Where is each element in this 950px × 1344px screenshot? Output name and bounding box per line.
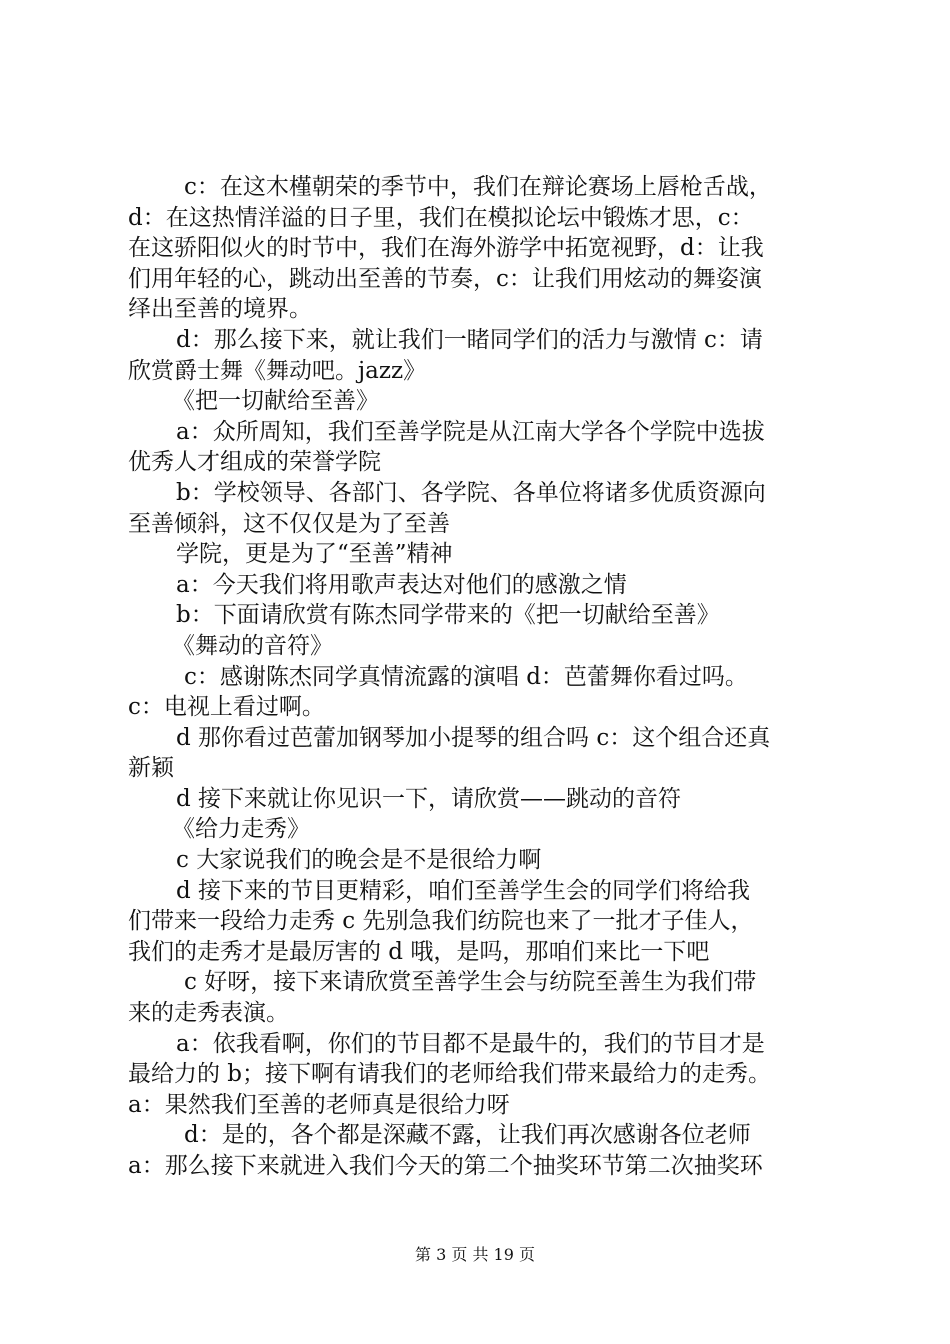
paragraph-line: d：是的，各个都是深藏不露，让我们再次感谢各位老师 (184, 1122, 751, 1149)
page-footer: 第 3 页 共 19 页 (415, 1245, 535, 1264)
paragraph-line: 欣赏爵士舞《舞动吧。jazz》 (128, 357, 427, 384)
paragraph-line: a：依我看啊，你们的节目都不是最牛的，我们的节目才是 (176, 1030, 765, 1057)
paragraph-line: d 接下来的节目更精彩，咱们至善学生会的同学们将给我 (176, 877, 751, 904)
paragraph-line: 来的走秀表演。 (128, 1000, 289, 1027)
paragraph-line: c：感谢陈杰同学真情流露的演唱 d：芭蕾舞你看过吗。 (184, 663, 748, 690)
paragraph-line: 学院，更是为了“至善”精神 (176, 541, 453, 568)
paragraph-line: d：那么接下来，就让我们一睹同学们的活力与激情 c：请 (176, 326, 763, 353)
paragraph-line: d 接下来就让你见识一下，请欣赏——跳动的音符 (176, 785, 682, 812)
paragraph-line: 最给力的 b；接下啊有请我们的老师给我们带来最给力的走秀。 (128, 1061, 772, 1088)
paragraph-line: 新颖 (128, 755, 174, 782)
paragraph-line: b：学校领导、各部门、各学院、各单位将诸多优质资源向 (176, 479, 766, 506)
paragraph-line: a：今天我们将用歌声表达对他们的感激之情 (176, 571, 627, 598)
paragraph-line: a：那么接下来就进入我们今天的第二个抽奖环节第二次抽奖环 (128, 1153, 763, 1179)
paragraph-line: 至善倾斜，这不仅仅是为了至善 (128, 510, 450, 537)
paragraph-line: 们带来一段给力走秀 c 先别急我们纺院也来了一批才子佳人， (128, 908, 754, 935)
paragraph-line: c：在这木槿朝荣的季节中，我们在辩论赛场上唇枪舌战， (184, 174, 772, 200)
paragraph-line: c：电视上看过啊。 (128, 694, 325, 721)
section-heading: 《给力走秀》 (172, 816, 310, 843)
paragraph-line: 优秀人才组成的荣誉学院 (128, 449, 381, 476)
paragraph-line: c 好呀，接下来请欣赏至善学生会与纺院至善生为我们带 (184, 969, 757, 996)
section-heading: 《把一切献给至善》 (172, 388, 379, 415)
document-body (128, 172, 834, 1182)
paragraph-line: 们用年轻的心，跳动出至善的节奏，c：让我们用炫动的舞姿演 (128, 265, 762, 292)
paragraph-line: d 那你看过芭蕾加钢琴加小提琴的组合吗 c：这个组合还真 (176, 724, 771, 751)
paragraph-line: 在这骄阳似火的时节中，我们在海外游学中拓宽视野，d：让我 (128, 235, 764, 262)
paragraph-line: 绎出至善的境界。 (128, 296, 312, 323)
paragraph-line: c 大家说我们的晚会是不是很给力啊 (176, 847, 542, 874)
section-heading: 《舞动的音符》 (172, 632, 333, 659)
paragraph-line: b：下面请欣赏有陈杰同学带来的《把一切献给至善》 (176, 602, 720, 629)
paragraph-line: 我们的走秀才是最厉害的 d 哦，是吗，那咱们来比一下吧 (128, 938, 710, 965)
paragraph-line: d：在这热情洋溢的日子里，我们在模拟论坛中锻炼才思，c： (128, 204, 754, 231)
paragraph-line: a：果然我们至善的老师真是很给力呀 (128, 1091, 510, 1118)
paragraph-line: a：众所周知，我们至善学院是从江南大学各个学院中选拔 (176, 418, 765, 445)
